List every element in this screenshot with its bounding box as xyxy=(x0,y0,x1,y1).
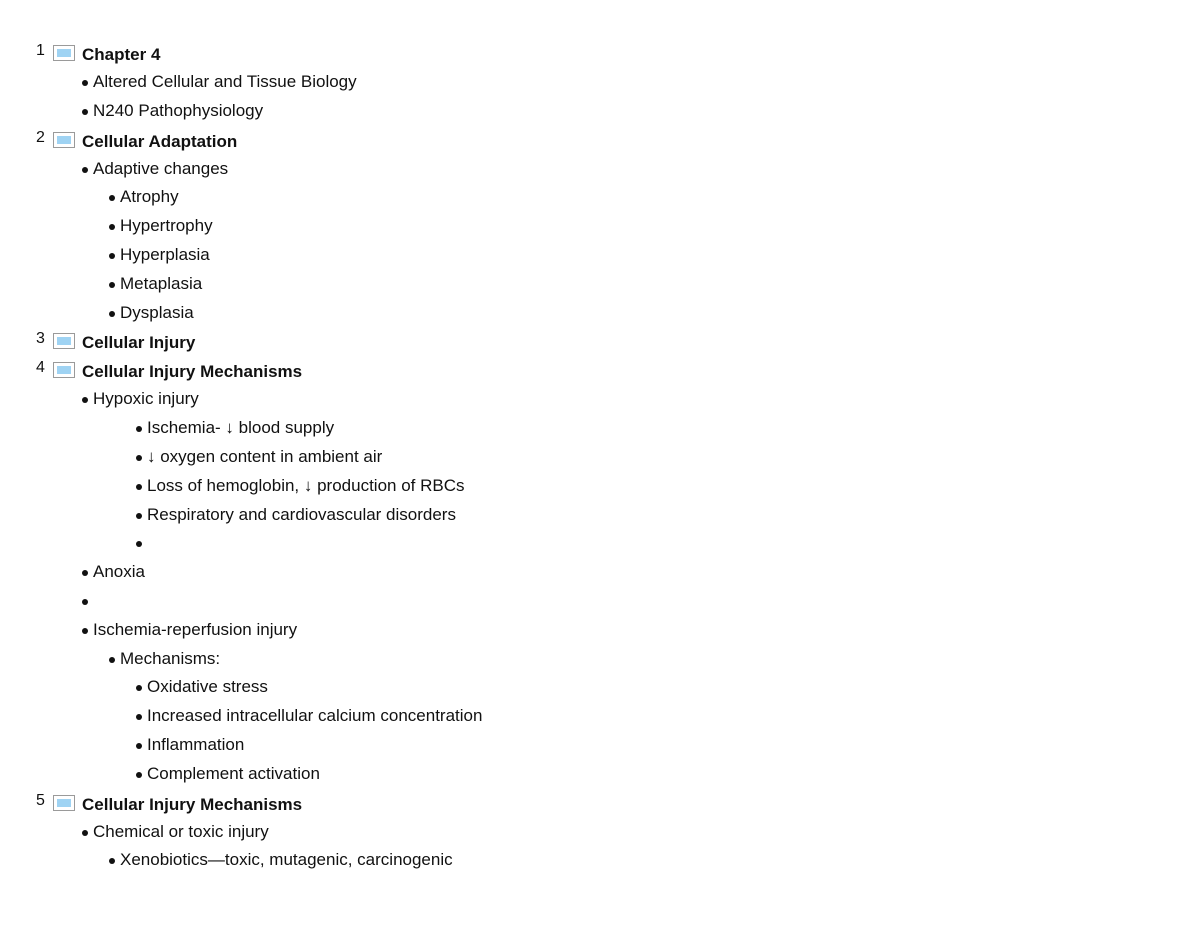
bullet-item[interactable] xyxy=(0,819,1200,848)
bullet-text: Oxidative stress xyxy=(147,677,268,697)
bullet-item[interactable] xyxy=(0,156,1200,185)
bullet-text: Chemical or toxic injury xyxy=(93,821,269,841)
bullet-text: Altered Cellular and Tissue Biology xyxy=(93,72,357,91)
slide-thumbnail-icon[interactable] xyxy=(53,795,75,811)
bullet-text: Mechanisms: xyxy=(120,648,221,668)
bullet-text: Ischemia-reperfusion injury xyxy=(93,619,298,639)
bullet-dot-icon xyxy=(109,311,115,317)
bullet-text: Hypoxic injury xyxy=(93,389,199,409)
bullet-text: Increased intracellular calcium concentration xyxy=(147,706,483,726)
bullet-text: Inflammation xyxy=(147,734,245,754)
bullet-text: Ischemia- ↓ blood supply xyxy=(147,418,335,438)
bullet-item[interactable] xyxy=(0,847,1200,876)
bullet-text: Dysplasia xyxy=(120,302,194,322)
slide-row[interactable] xyxy=(0,790,1200,819)
bullet-dot-icon xyxy=(82,109,88,115)
bullet-item[interactable] xyxy=(0,502,1200,531)
bullet-text: Respiratory and cardiovascular disorders xyxy=(147,504,456,524)
outline-view xyxy=(0,40,1200,876)
bullet-dot-icon xyxy=(109,858,115,864)
bullet-dot-icon xyxy=(136,484,142,490)
bullet-item[interactable] xyxy=(0,732,1200,761)
bullet-text: Xenobiotics—toxic, mutagenic, carcinogenic xyxy=(120,850,453,870)
bullet-dot-icon xyxy=(109,253,115,259)
bullet-dot-icon xyxy=(109,224,115,230)
bullet-item[interactable] xyxy=(0,674,1200,703)
slide-thumbnail-icon[interactable] xyxy=(53,45,75,61)
bullet-dot-icon xyxy=(109,657,115,663)
bullet-item[interactable] xyxy=(0,242,1200,271)
bullet-dot-icon xyxy=(82,628,88,634)
bullet-item[interactable] xyxy=(0,415,1200,444)
bullet-text: Loss of hemoglobin, ↓ production of RBCs xyxy=(147,475,465,495)
bullet-dot-icon xyxy=(82,570,88,576)
bullet-dot-icon xyxy=(109,282,115,288)
bullet-dot-icon xyxy=(82,397,88,403)
bullet-item[interactable] xyxy=(0,473,1200,502)
slide-number: 4 xyxy=(36,359,45,377)
bullet-text: Anoxia xyxy=(93,562,145,582)
bullet-item[interactable] xyxy=(0,213,1200,242)
slide-title[interactable]: Cellular Adaptation xyxy=(82,131,238,151)
bullet-dot-icon xyxy=(82,80,88,86)
bullet-dot-icon xyxy=(136,541,142,547)
bullet-dot-icon xyxy=(136,455,142,461)
bullet-item[interactable] xyxy=(0,386,1200,415)
slide-title[interactable]: Cellular Injury xyxy=(82,333,196,353)
bullet-dot-icon xyxy=(136,685,142,691)
bullet-dot-icon xyxy=(136,513,142,519)
bullet-text: ↓ oxygen content in ambient air xyxy=(147,446,383,466)
slide-number: 5 xyxy=(36,791,45,809)
bullet-dot-icon xyxy=(136,743,142,749)
slide-title[interactable]: Cellular Injury Mechanisms xyxy=(82,794,303,814)
bullet-dot-icon xyxy=(136,772,142,778)
slide-title[interactable]: Chapter 4 xyxy=(82,45,161,64)
bullet-text: N240 Pathophysiology xyxy=(93,100,264,120)
slide-thumbnail-icon[interactable] xyxy=(53,132,75,148)
bullet-dot-icon xyxy=(136,426,142,432)
slide-number: 3 xyxy=(36,330,45,348)
slide-title[interactable]: Cellular Injury Mechanisms xyxy=(82,362,303,382)
slide-number: 2 xyxy=(36,128,45,146)
bullet-item[interactable] xyxy=(0,300,1200,329)
bullet-item[interactable] xyxy=(0,271,1200,300)
slide-thumbnail-icon[interactable] xyxy=(53,333,75,349)
bullet-text: Complement activation xyxy=(147,763,320,783)
slide-row[interactable] xyxy=(0,328,1200,357)
bullet-text: Metaplasia xyxy=(120,273,203,293)
slide-thumbnail-icon[interactable] xyxy=(53,362,75,378)
slide-number: 1 xyxy=(36,42,45,59)
bullet-dot-icon xyxy=(109,195,115,201)
bullet-dot-icon xyxy=(136,714,142,720)
bullet-text: Hyperplasia xyxy=(120,244,210,264)
bullet-text: Atrophy xyxy=(120,187,179,207)
bullet-item[interactable] xyxy=(0,184,1200,213)
bullet-item[interactable] xyxy=(0,588,1200,617)
bullet-dot-icon xyxy=(82,830,88,836)
bullet-item[interactable] xyxy=(0,69,1200,98)
bullet-item[interactable] xyxy=(0,559,1200,588)
bullet-item[interactable] xyxy=(0,444,1200,473)
slide-row[interactable] xyxy=(0,127,1200,156)
bullet-item[interactable] xyxy=(0,530,1200,559)
bullet-item[interactable] xyxy=(0,703,1200,732)
bullet-dot-icon xyxy=(82,599,88,605)
bullet-text: Hypertrophy xyxy=(120,216,213,236)
bullet-item[interactable] xyxy=(0,98,1200,127)
bullet-item[interactable] xyxy=(0,761,1200,790)
bullet-item[interactable] xyxy=(0,646,1200,675)
bullet-item[interactable] xyxy=(0,617,1200,646)
slide-row[interactable] xyxy=(0,357,1200,386)
slide-row[interactable] xyxy=(0,40,1200,69)
bullet-text: Adaptive changes xyxy=(93,158,229,178)
bullet-dot-icon xyxy=(82,167,88,173)
